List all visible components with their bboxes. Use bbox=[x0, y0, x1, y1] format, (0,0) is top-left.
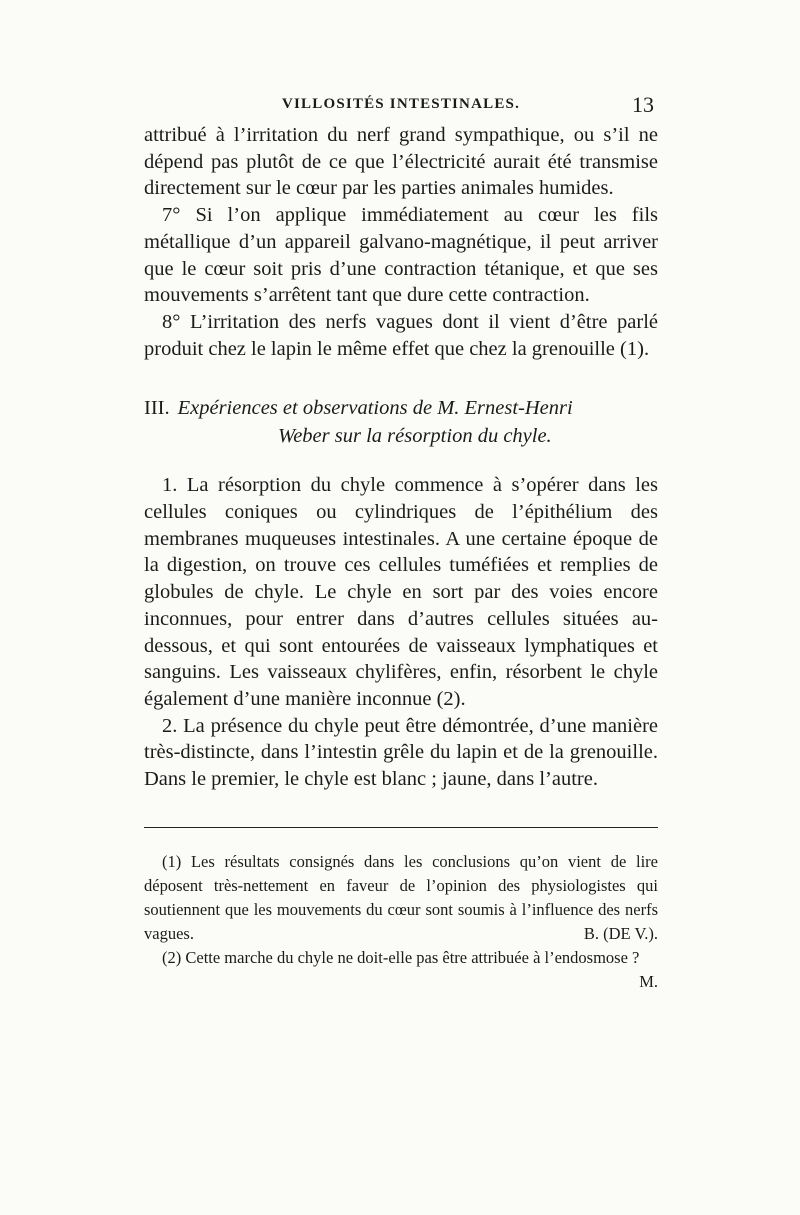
footnote-text: (2) Cette marche du chyle ne doit-elle pas être attribuée à l’endosmose ? bbox=[162, 947, 640, 967]
section-heading bbox=[144, 394, 658, 450]
footnote-signature: M. bbox=[639, 971, 658, 991]
body-text bbox=[144, 122, 658, 793]
paragraph: 2. La présence du chyle peut être démontrée, d’une manière très-distincte, dans l’intestin grêle du lapin et de la grenouille. Dans le premier, le chyle est blanc ; jaune, dans l’autre. bbox=[144, 714, 658, 791]
page-number: 13 bbox=[632, 92, 654, 117]
footnote-text: (1) Les résultats consignés dans les conclusions qu’on vient de lire déposent très-nettement en faveur de l’opinion des physiologistes qui soutiennent que les mouvements du cœur sont soumis à l’influence des nerfs vagues. bbox=[144, 851, 658, 943]
paragraph: 8° L’irritation des nerfs vagues dont il vient d’être parlé produit chez le lapin le même effet que chez la grenouille (1). bbox=[144, 310, 658, 360]
footnote-rule bbox=[144, 827, 658, 828]
footnote bbox=[144, 850, 658, 946]
paragraph: 1. La résorption du chyle commence à s’opérer dans les cellules coniques ou cylindriques de l’épithélium des membranes muqueuses intestinales. A une certaine époque de la digestion, on trouve ces cellules tuméfiées et remplies de globules de chyle. Le chyle en sort par des voies encore inconnues, pour entrer dans d’autres cellules situées au-dessous, et qui sont entourées de vaisseaux lymphatiques et sanguins. Les vaisseaux chylifères, enfin, résorbent le chyle également d’une manière inconnue (2). bbox=[144, 474, 658, 710]
section-title-line-2: Weber sur la résorption du chyle. bbox=[278, 425, 552, 448]
footnote bbox=[144, 946, 658, 991]
paragraph: 7° Si l’on applique immédiatement au cœur les fils métallique d’un appareil galvano-magnétique, il peut arriver que le cœur soit pris d’une contraction tétanique, et que ses mouvements s’arrêtent tant que dure cette contraction. bbox=[144, 204, 658, 307]
running-title: VILLOSITÉS INTESTINALES. bbox=[281, 96, 521, 112]
footnotes bbox=[144, 850, 658, 991]
section-title-line-1: Expériences et observations de M. Ernest-Henri bbox=[177, 397, 573, 420]
book-page bbox=[144, 92, 658, 994]
running-head bbox=[144, 92, 658, 122]
section-number: III. bbox=[144, 397, 170, 420]
paragraph: attribué à l’irritation du nerf grand sympathique, ou s’il ne dépend pas plutôt de ce que l’électricité aurait été transmise directement sur le cœur par les parties animales humides. bbox=[144, 124, 658, 200]
footnote-signature: B. (DE V.). bbox=[583, 923, 658, 943]
